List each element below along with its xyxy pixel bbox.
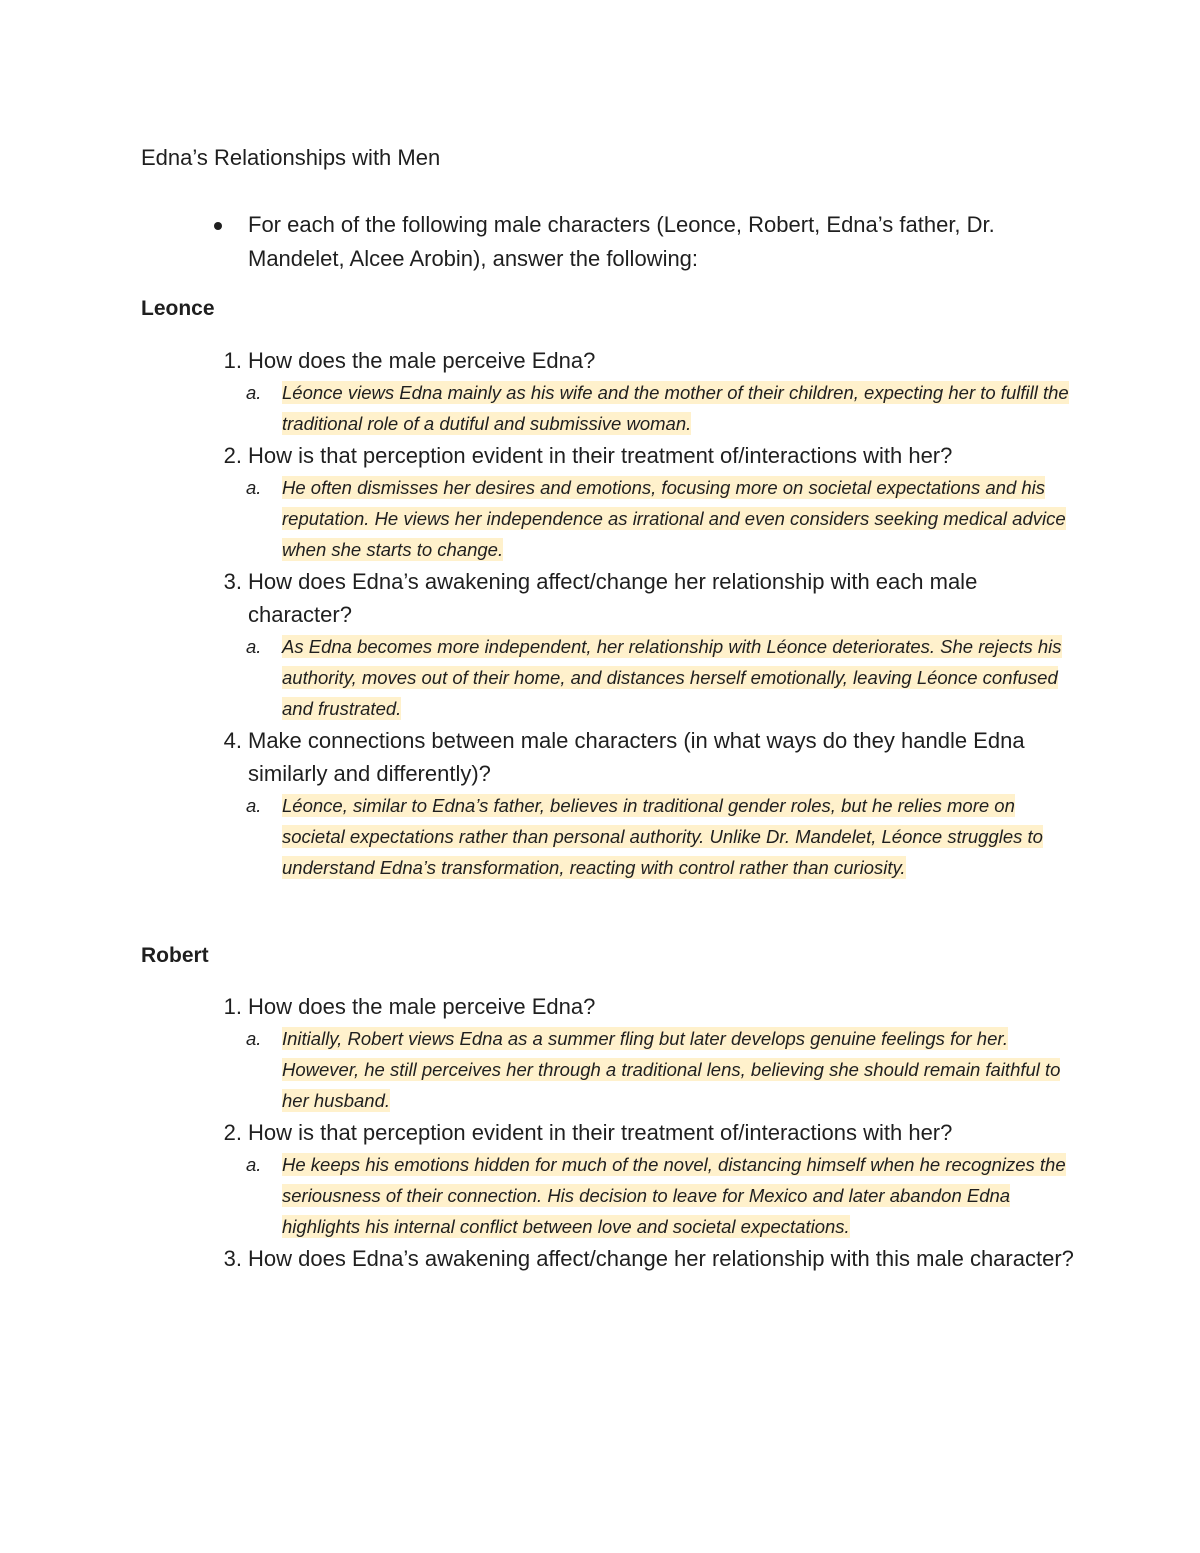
- question-number: 3.: [223, 569, 242, 594]
- answer-item: [246, 631, 1078, 724]
- question-number: 2.: [223, 1120, 242, 1145]
- question-item: [223, 990, 1078, 1116]
- answer-item: [246, 1149, 1078, 1242]
- question-number: 1.: [223, 348, 242, 373]
- answer-letter: a.: [246, 477, 262, 498]
- question-item: [223, 344, 1078, 439]
- question-text: How does the male perceive Edna?: [248, 994, 596, 1019]
- instruction-bullet: [248, 208, 1068, 276]
- question-text: How does Edna’s awakening affect/change her relationship with each male character?: [248, 569, 978, 627]
- question-number: 1.: [223, 994, 242, 1019]
- question-item: [223, 439, 1078, 565]
- section-heading-robert: Robert: [141, 944, 209, 967]
- question-number: 4.: [223, 728, 242, 753]
- answer-text: Léonce, similar to Edna’s father, believes in traditional gender roles, but he relies more on societal expectations rather than personal authority. Unlike Dr. Mandelet, Léonce struggles to understand Edna’s transformation, reacting with control rather than curiosity.: [282, 795, 1043, 878]
- answer-item: [246, 472, 1078, 565]
- answer-letter: a.: [246, 636, 262, 657]
- question-number: 3.: [223, 1246, 242, 1271]
- section-heading-leonce: Leonce: [141, 297, 215, 320]
- question-item: [223, 1116, 1078, 1242]
- question-text: Make connections between male characters (in what ways do they handle Edna similarly and differently)?: [248, 728, 1025, 786]
- answer-text: He often dismisses her desires and emotions, focusing more on societal expectations and his reputation. He views her independence as irrational and even considers seeking medical advice when she starts to change.: [282, 477, 1066, 560]
- question-list-leonce: [223, 344, 1078, 883]
- question-text: How does the male perceive Edna?: [248, 348, 596, 373]
- question-list-robert: [223, 990, 1078, 1275]
- answer-letter: a.: [246, 382, 262, 403]
- question-number: 2.: [223, 443, 242, 468]
- answer-letter: a.: [246, 795, 262, 816]
- answer-text: As Edna becomes more independent, her relationship with Léonce deteriorates. She rejects his authority, moves out of their home, and distances herself emotionally, leaving Léonce confused and frustrated.: [282, 636, 1062, 719]
- question-text: How is that perception evident in their treatment of/interactions with her?: [248, 1120, 953, 1145]
- answer-text: Initially, Robert views Edna as a summer fling but later develops genuine feelings for her. However, he still perceives her through a traditional lens, believing she should remain faithful to her husband.: [282, 1028, 1061, 1111]
- page-title: Edna’s Relationships with Men: [141, 145, 441, 170]
- question-text: How is that perception evident in their treatment of/interactions with her?: [248, 443, 953, 468]
- question-item: [223, 724, 1078, 883]
- answer-item: [246, 790, 1078, 883]
- question-item: [223, 565, 1078, 724]
- instruction-text: For each of the following male characters (Leonce, Robert, Edna’s father, Dr. Mandelet, Alcee Arobin), answer the following:: [248, 212, 995, 271]
- bullet-dot-icon: [214, 222, 222, 230]
- answer-item: [246, 377, 1078, 439]
- question-item: [223, 1242, 1078, 1275]
- question-text: How does Edna’s awakening affect/change her relationship with this male character?: [248, 1246, 1074, 1271]
- answer-letter: a.: [246, 1154, 262, 1175]
- answer-text: Léonce views Edna mainly as his wife and the mother of their children, expecting her to fulfill the traditional role of a dutiful and submissive woman.: [282, 382, 1069, 434]
- answer-text: He keeps his emotions hidden for much of the novel, distancing himself when he recognizes the seriousness of their connection. His decision to leave for Mexico and later abandon Edna highlights his internal conflict between love and societal expectations.: [282, 1154, 1066, 1237]
- answer-letter: a.: [246, 1028, 262, 1049]
- answer-item: [246, 1023, 1078, 1116]
